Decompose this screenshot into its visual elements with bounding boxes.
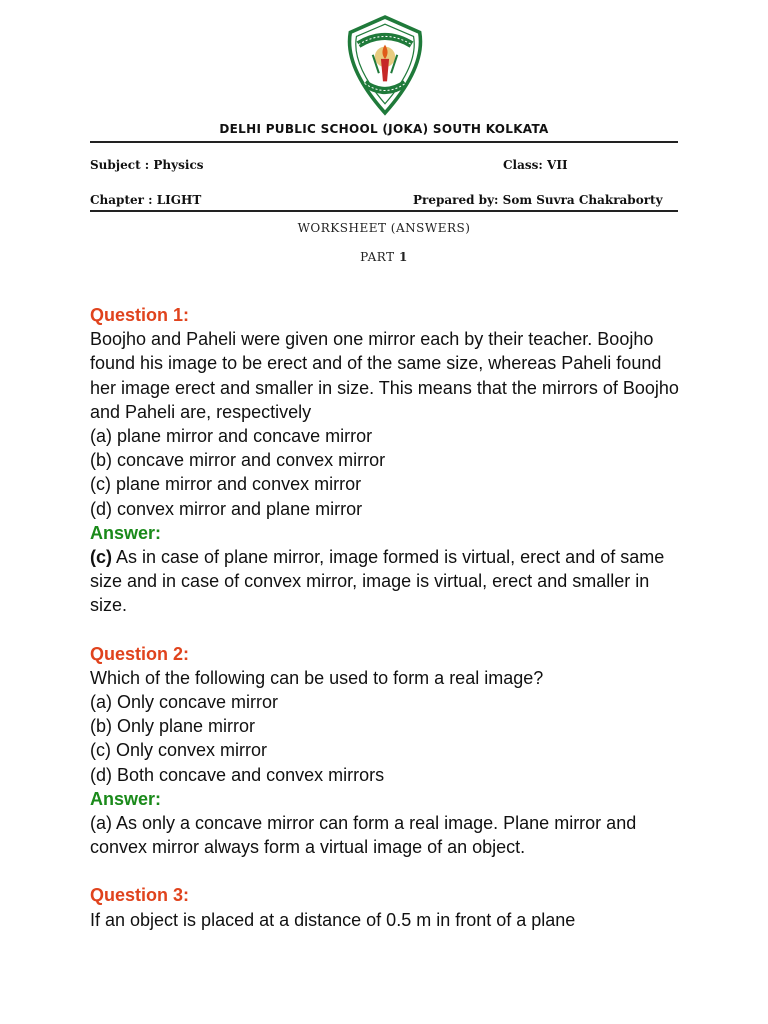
question-text: Which of the following can be used to form a real image?	[90, 667, 544, 688]
answer-explanation: As in case of plane mirror, image formed is virtual, erect and of same size and in case of convex mirror, image is virtual, erect and smaller in size.	[90, 547, 665, 616]
question-text: If an object is placed at a distance of 0.5 m in front of a plane	[90, 909, 576, 930]
worksheet-title: WORKSHEET (ANSWERS)	[297, 221, 471, 235]
answer-text: (a) As only a concave mirror can form a real image. Plane mirror and convex mirror always form a virtual image of an object.	[90, 813, 637, 858]
header-rule-top	[90, 141, 678, 143]
chapter-line	[90, 193, 201, 207]
option-item: (c) plane mirror and convex mirror	[90, 474, 362, 495]
part-title	[0, 250, 768, 264]
option-item: (b) concave mirror and convex mirror	[90, 450, 386, 471]
option-item: (a) plane mirror and concave mirror	[90, 426, 373, 447]
chapter-value: LIGHT	[156, 193, 202, 207]
header-rule-bottom	[90, 210, 678, 212]
answer-label: Answer:	[90, 522, 162, 543]
prepared-value: Som Suvra Chakraborty	[502, 193, 663, 207]
question-label: Question 3:	[90, 885, 190, 906]
class-line	[503, 158, 568, 172]
question-label: Question 1:	[90, 305, 190, 325]
part-label: PART	[360, 250, 399, 264]
answer-text	[90, 545, 690, 618]
subject-line	[90, 158, 204, 172]
school-name: DELHI PUBLIC SCHOOL (JOKA) SOUTH KOLKATA	[219, 122, 549, 136]
chapter-label: Chapter :	[90, 193, 157, 207]
class-value: VII	[547, 158, 568, 172]
option-item: (d) convex mirror and plane mirror	[90, 498, 363, 519]
question-text: Boojho and Paheli were given one mirror each by their teacher. Boojho found his image to be erect and of the same size, whereas Paheli found her image erect and smaller in size. This means that the mirrors of Boojho and Paheli are, respectively	[90, 329, 679, 422]
class-label: Class:	[503, 158, 548, 172]
answer-label: Answer:	[90, 788, 162, 809]
subject-value: Physics	[153, 158, 204, 172]
school-emblem-logo	[334, 14, 436, 116]
part-number: 1	[398, 250, 408, 264]
question-block	[90, 303, 690, 618]
subject-label: Subject :	[90, 158, 154, 172]
prepared-label: Prepared by:	[413, 193, 503, 207]
question-label: Question 2:	[90, 643, 190, 664]
questions-section	[90, 303, 690, 932]
option-item: (d) Both concave and convex mirrors	[90, 764, 385, 785]
answer-key: (c)	[90, 547, 112, 568]
prepared-by-line	[413, 193, 663, 207]
option-item: (c) Only convex mirror	[90, 740, 268, 761]
question-block	[90, 642, 690, 860]
option-item: (b) Only plane mirror	[90, 716, 256, 737]
question-block	[90, 883, 690, 931]
option-item: (a) Only concave mirror	[90, 692, 279, 713]
